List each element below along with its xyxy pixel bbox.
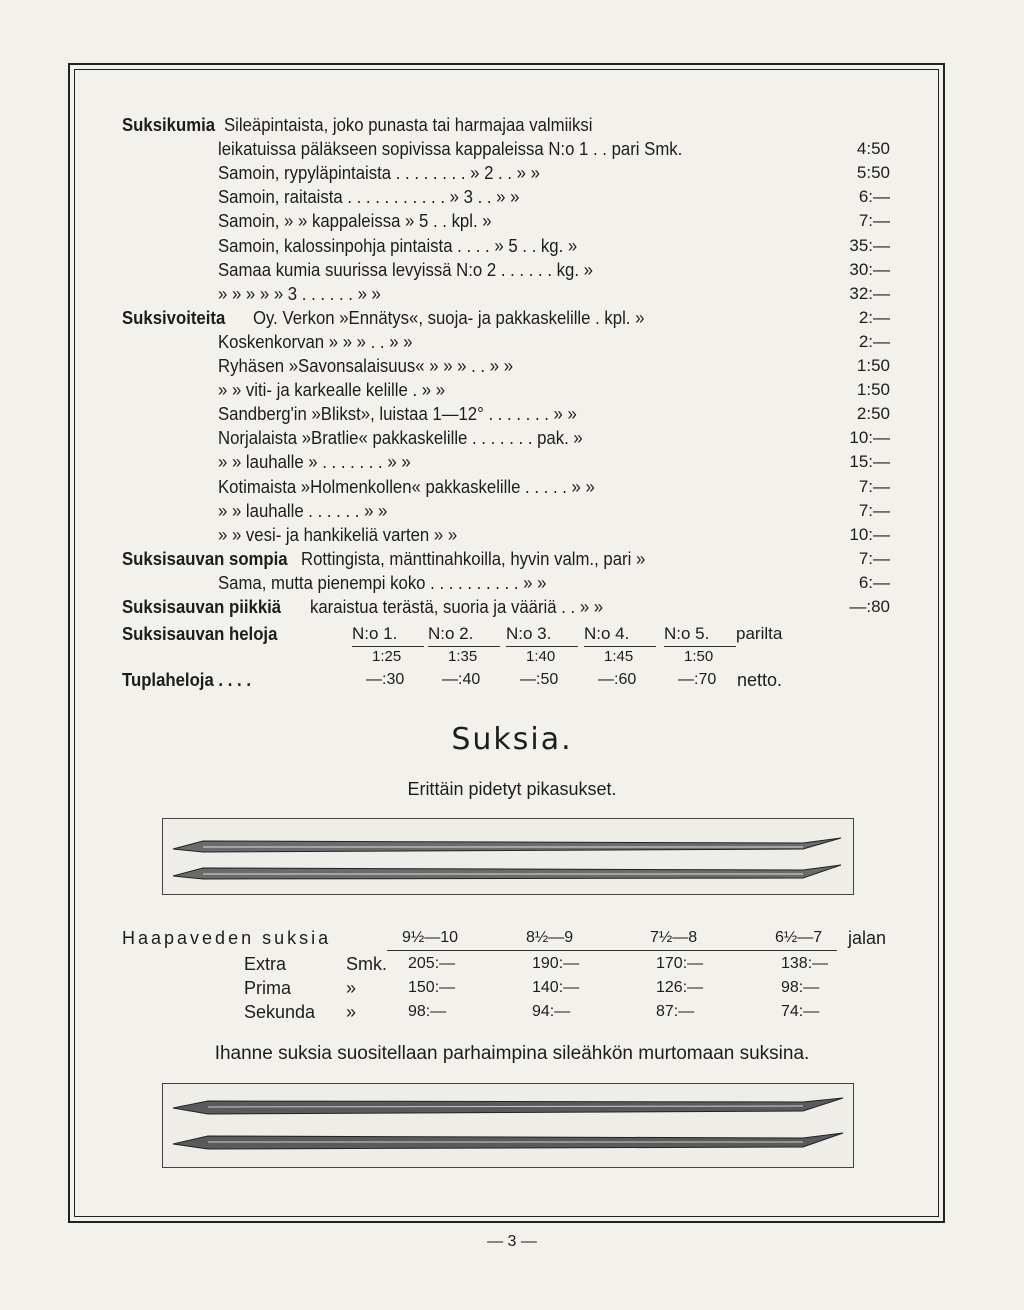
grade-price: 170:— — [656, 955, 704, 972]
currency-label: Smk. — [346, 954, 388, 974]
row-description: Koskenkorvan » » » . . » » — [218, 332, 413, 352]
heloja-col-header: N:o 4. — [584, 622, 656, 647]
row-description: Samoin, kalossinpohja pintaista . . . . » 5 . . kg. » — [218, 236, 578, 256]
row-description: » » lauhalle » . . . . . . . » » — [218, 452, 411, 472]
row-description: » » » » » 3 . . . . . . » » — [218, 284, 381, 304]
section-subtitle: Erittäin pidetyt pikasukset. — [407, 779, 617, 799]
skis-illustration — [163, 819, 853, 894]
haapavesi-col-header: 9½—10 — [402, 929, 459, 946]
heloja-col-header: N:o 5. — [664, 622, 736, 647]
heloja-price: 1:50 — [684, 648, 714, 665]
row-price — [820, 113, 890, 137]
haapavesi-col-header: 8½—9 — [526, 929, 574, 946]
row-price: 2:— — [858, 332, 890, 351]
row-heading: Suksisauvan piikkiä — [122, 597, 282, 617]
row-price: 15:— — [849, 452, 890, 471]
heloja-price: 1:40 — [526, 648, 556, 665]
skis-illustration — [163, 1084, 853, 1167]
row-description: Samoin, raitaista . . . . . . . . . . . » 3 . . » » — [218, 187, 520, 207]
grade-price: 126:— — [656, 979, 704, 996]
row-description: Sandberg'in »Blikst», luistaa 1—12° . . . . . . . » » — [218, 404, 577, 424]
row-price: 10:— — [849, 525, 890, 544]
haapavesi-col-header: 6½—7 — [775, 929, 823, 946]
row-heading: Suksivoiteita — [122, 308, 226, 328]
row-price: 5:50 — [856, 163, 890, 182]
grade-price: 87:— — [656, 1003, 695, 1020]
heloja-price: 1:35 — [448, 648, 478, 665]
row-description: » » vesi- ja hankikeliä varten » » — [218, 525, 458, 545]
row-price: 4:50 — [856, 139, 890, 158]
row-price: 32:— — [849, 284, 890, 303]
row-price: 6:— — [858, 573, 890, 592]
row-description: karaistua terästä, suoria ja vääriä . . » » — [310, 597, 604, 617]
row-description: Sama, mutta pienempi koko . . . . . . . . . . » » — [218, 573, 547, 593]
ski-image-1 — [162, 818, 854, 895]
row-price: 1:50 — [856, 356, 890, 375]
grade-price: 98:— — [408, 1003, 447, 1020]
row-description: Samaa kumia suurissa levyissä N:o 2 . . . . . . kg. » — [218, 260, 593, 280]
tupla-price: —:40 — [442, 671, 481, 688]
row-description: Norjalaista »Bratlie« pakkaskelille . . . . . . . pak. » — [218, 428, 583, 448]
row-description: » » viti- ja karkealle kelille . » » — [218, 380, 446, 400]
row-description: Ryhäsen »Savonsalaisuus« » » » . . » » — [218, 356, 514, 376]
heloja-label: Suksisauvan heloja — [122, 624, 278, 644]
row-price: 6:— — [858, 187, 890, 206]
row-price: —:80 — [849, 597, 890, 616]
row-description: Kotimaista »Holmenkollen« pakkaskelille . . . . . » » — [218, 477, 595, 497]
haapavesi-unit: jalan — [848, 928, 887, 948]
grade-price: 74:— — [781, 1003, 820, 1020]
currency-label: » — [346, 1002, 357, 1022]
grade-price: 140:— — [532, 979, 580, 996]
grade-price: 138:— — [781, 955, 829, 972]
heloja-col-header: N:o 2. — [428, 622, 500, 647]
row-price: 10:— — [849, 428, 890, 447]
recommendation: Ihanne suksia suositellaan parhaimpina sileähkön murtomaan suksina. — [214, 1043, 810, 1064]
heloja-price: 1:45 — [604, 648, 634, 665]
ski-image-2 — [162, 1083, 854, 1168]
heloja-col-header: N:o 1. — [352, 622, 424, 647]
grade-label: Prima — [244, 978, 292, 998]
section-title: Suksia. — [451, 722, 573, 757]
grade-price: 190:— — [532, 955, 580, 972]
tupla-suffix: netto. — [737, 670, 783, 690]
row-price: 2:— — [858, 308, 890, 327]
row-heading: Suksikumia — [122, 115, 216, 135]
heloja-col-header: N:o 3. — [506, 622, 578, 647]
header-rule — [387, 950, 837, 951]
row-description: Sileäpintaista, joko punasta tai harmajaa valmiiksi — [224, 115, 593, 135]
grade-label: Sekunda — [244, 1002, 316, 1022]
tupla-price: —:30 — [366, 671, 405, 688]
row-price: 35:— — [849, 236, 890, 255]
row-price: 1:50 — [856, 380, 890, 399]
haapavesi-label: Haapaveden suksia — [122, 928, 332, 948]
row-price: 7:— — [858, 501, 890, 520]
heloja-col-header: parilta — [736, 624, 783, 643]
row-description: Oy. Verkon »Ennätys«, suoja- ja pakkaskelille . kpl. » — [253, 308, 645, 328]
heloja-price: 1:25 — [372, 648, 402, 665]
tupla-label: Tuplaheloja . . . . — [122, 670, 251, 690]
row-description: Samoin, » » kappaleissa » 5 . . kpl. » — [218, 211, 492, 231]
currency-label: » — [346, 978, 357, 998]
row-price: 7:— — [858, 549, 890, 568]
grade-price: 94:— — [532, 1003, 571, 1020]
row-price: 7:— — [858, 211, 890, 230]
grade-price: 98:— — [781, 979, 820, 996]
row-description: » » lauhalle . . . . . . » » — [218, 501, 388, 521]
row-heading: Suksisauvan sompia — [122, 549, 288, 569]
row-price: 30:— — [849, 260, 890, 279]
tupla-price: —:60 — [598, 671, 637, 688]
tupla-price: —:70 — [678, 671, 717, 688]
row-description: Samoin, rypyläpintaista . . . . . . . . » 2 . . » » — [218, 163, 540, 183]
row-description: Rottingista, mänttinahkoilla, hyvin valm., pari » — [301, 549, 646, 569]
row-price: 2:50 — [856, 404, 890, 423]
tupla-price: —:50 — [520, 671, 559, 688]
row-price: 7:— — [858, 477, 890, 496]
grade-label: Extra — [244, 954, 287, 974]
grade-price: 150:— — [408, 979, 456, 996]
page-number: — 3 — — [487, 1233, 537, 1250]
row-description: leikatuissa päläkseen sopivissa kappaleissa N:o 1 . . pari Smk. — [218, 139, 683, 159]
haapavesi-col-header: 7½—8 — [650, 929, 698, 946]
grade-price: 205:— — [408, 955, 456, 972]
